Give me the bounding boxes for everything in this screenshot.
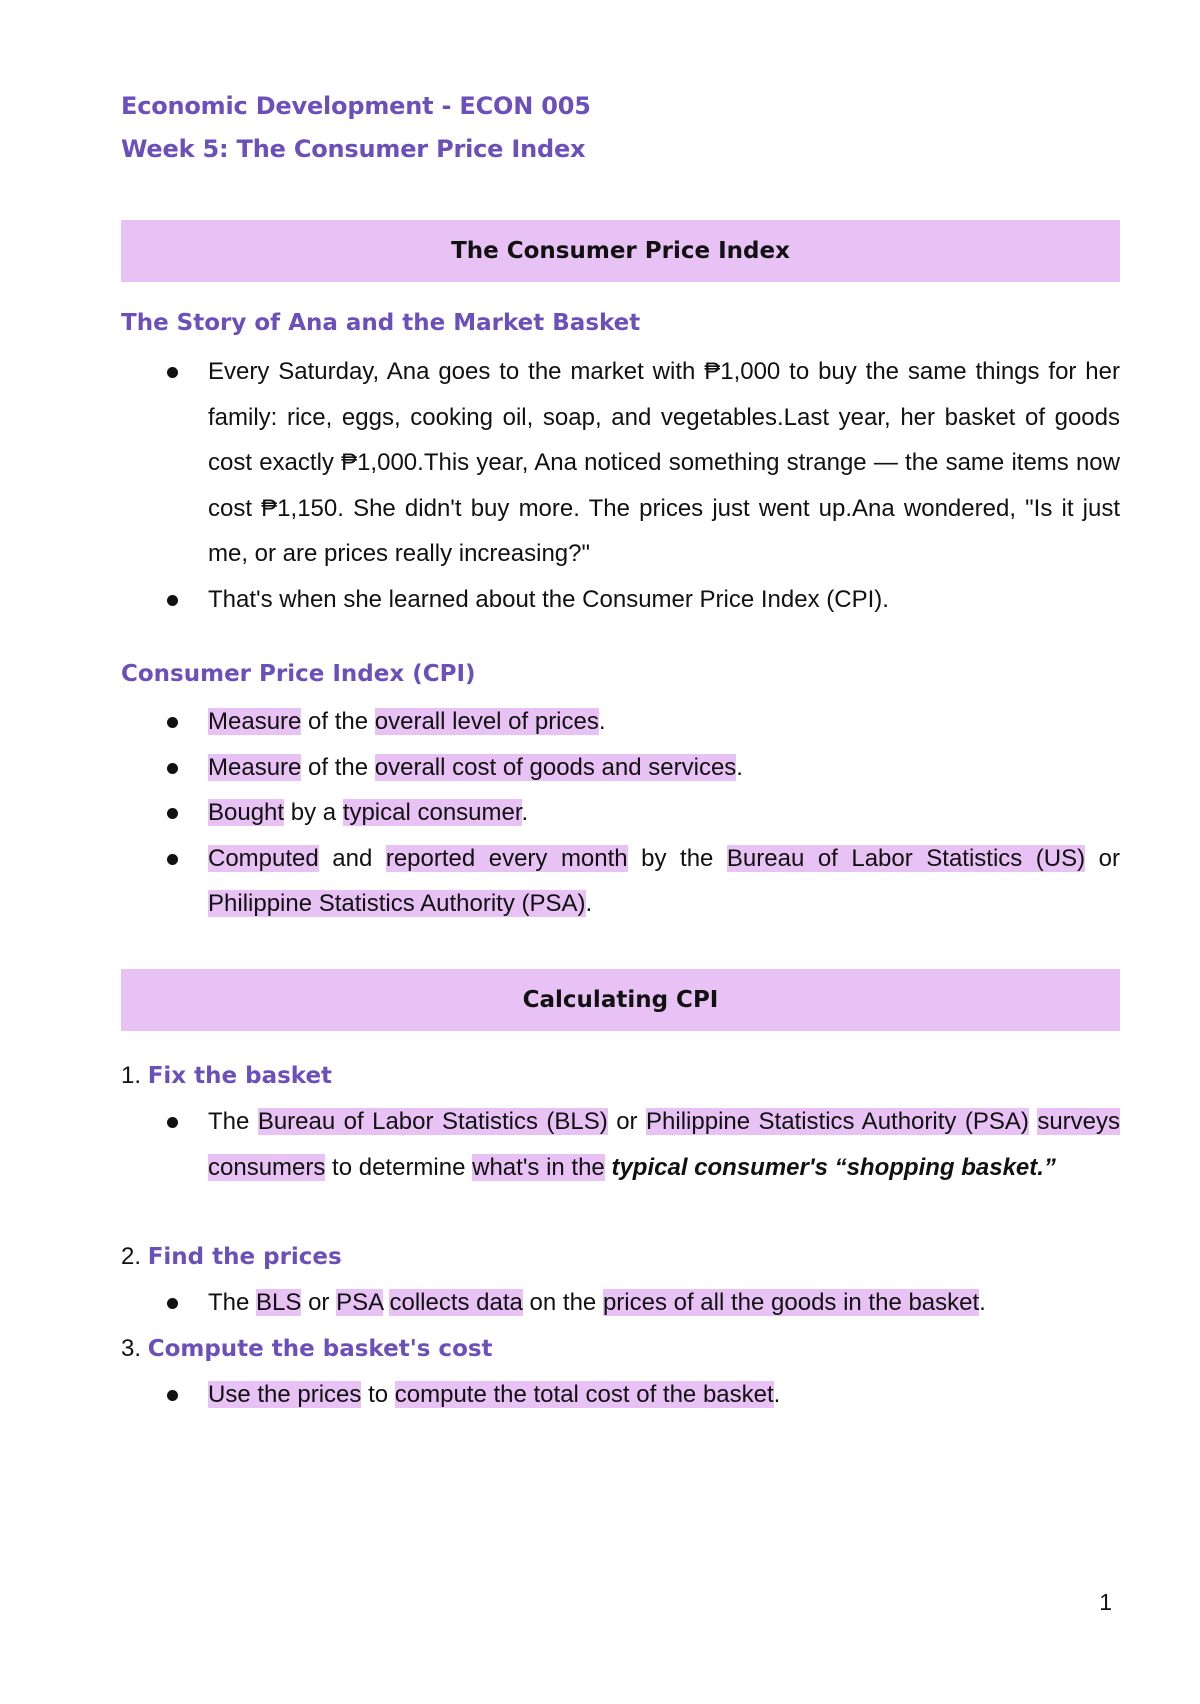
- plain-text: The: [208, 1108, 258, 1135]
- bullet-icon: [167, 763, 178, 774]
- plain-text: on the: [522, 1289, 603, 1316]
- highlight-text: Measure: [208, 753, 302, 781]
- story-bullet-list: [121, 349, 1120, 622]
- highlight-text: Bureau of Labor Statistics (US): [726, 844, 1086, 872]
- plain-text: and: [318, 844, 386, 872]
- list-item: [121, 790, 1120, 836]
- story-heading: The Story of Ana and the Market Basket: [121, 310, 641, 336]
- list-item: [121, 577, 1120, 623]
- plain-text: of the: [301, 708, 375, 735]
- cpi-heading: Consumer Price Index (CPI): [121, 661, 476, 687]
- highlight-text: collects data: [389, 1289, 523, 1316]
- section-band-cpi: The Consumer Price Index: [121, 220, 1120, 282]
- page-number: 1: [1099, 1589, 1112, 1615]
- emphasis-text: typical consumer's “shopping basket.”: [611, 1153, 1056, 1181]
- bullet-icon: [167, 1117, 178, 1128]
- highlight-text: reported every month: [385, 844, 628, 872]
- highlight-text: what's in the: [472, 1153, 605, 1181]
- cpi-bullet-list: [121, 699, 1120, 927]
- plain-text: by a: [284, 799, 343, 826]
- highlight-text: PSA: [336, 1289, 383, 1316]
- list-item: [121, 1280, 1120, 1326]
- highlight-text: surveys consumers: [208, 1108, 1120, 1181]
- plain-text: or: [1085, 844, 1120, 872]
- step-number: 1.: [121, 1062, 148, 1089]
- step-2-bullets: [121, 1280, 1120, 1326]
- story-bullet-text: Every Saturday, Ana goes to the market with ₱1,000 to buy the same things for her family: rice, eggs, cooking oil, soap, and vegetables.Last year, her basket of goods cost exactly ₱1,000.This year, Ana noticed something strange — the same items now cost ₱1,150. She didn't buy more. The prices just went up.Ana wondered, "Is it just me, or are prices really increasing?": [208, 358, 1120, 567]
- plain-text: or: [607, 1108, 647, 1135]
- plain-text: The: [208, 1289, 257, 1316]
- course-title: Economic Development - ECON 005: [121, 92, 591, 120]
- step-title: Fix the basket: [147, 1063, 333, 1089]
- list-item: [121, 1372, 1120, 1418]
- step-number: 3.: [121, 1335, 148, 1362]
- plain-text: .: [773, 1381, 781, 1408]
- highlight-text: Use the prices: [208, 1381, 362, 1408]
- bullet-icon: [167, 595, 178, 606]
- highlight-text: overall cost of goods and services: [374, 753, 737, 781]
- highlight-text: BLS: [256, 1289, 302, 1316]
- step-title: Compute the basket's cost: [147, 1336, 493, 1362]
- plain-text: .: [585, 890, 593, 917]
- step-2-heading: [121, 1243, 342, 1271]
- highlight-text: overall level of prices: [374, 708, 599, 735]
- highlight-text: prices of all the goods in the basket: [602, 1289, 980, 1316]
- list-item: [121, 349, 1120, 577]
- plain-text: .: [521, 799, 529, 826]
- step-1-bullets: [121, 1099, 1120, 1190]
- step-number: 2.: [121, 1243, 148, 1270]
- step-1-heading: [121, 1062, 332, 1090]
- plain-text: to: [361, 1381, 395, 1408]
- list-item: [121, 836, 1120, 927]
- step-3-heading: [121, 1335, 493, 1363]
- highlight-text: Measure: [208, 708, 302, 735]
- plain-text: or: [301, 1289, 337, 1316]
- highlight-text: typical consumer: [342, 799, 522, 826]
- list-item: [121, 745, 1120, 791]
- highlight-text: Philippine Statistics Authority (PSA): [646, 1108, 1029, 1135]
- highlight-text: Computed: [208, 844, 319, 872]
- list-item: [121, 699, 1120, 745]
- plain-text: .: [598, 708, 606, 735]
- plain-text: by the: [627, 844, 727, 872]
- list-item: [121, 1099, 1120, 1190]
- highlight-text: Bought: [208, 799, 285, 826]
- week-title: Week 5: The Consumer Price Index: [121, 135, 586, 163]
- plain-text: .: [736, 753, 743, 781]
- bullet-icon: [167, 367, 178, 378]
- bullet-icon: [167, 717, 178, 728]
- step-3-bullets: [121, 1372, 1120, 1418]
- story-bullet-text: That's when she learned about the Consumer Price Index (CPI).: [208, 585, 889, 613]
- plain-text: to determine: [325, 1153, 473, 1181]
- bullet-icon: [167, 1390, 178, 1401]
- highlight-text: Bureau of Labor Statistics (BLS): [257, 1108, 608, 1135]
- bullet-icon: [167, 854, 178, 865]
- bullet-icon: [167, 1298, 178, 1309]
- plain-text: .: [979, 1289, 986, 1316]
- highlight-text: compute the total cost of the basket: [394, 1381, 774, 1408]
- bullet-icon: [167, 808, 178, 819]
- step-title: Find the prices: [147, 1244, 342, 1270]
- highlight-text: Philippine Statistics Authority (PSA): [208, 890, 586, 917]
- plain-text: of the: [301, 753, 375, 781]
- section-band-calculating: Calculating CPI: [121, 969, 1120, 1031]
